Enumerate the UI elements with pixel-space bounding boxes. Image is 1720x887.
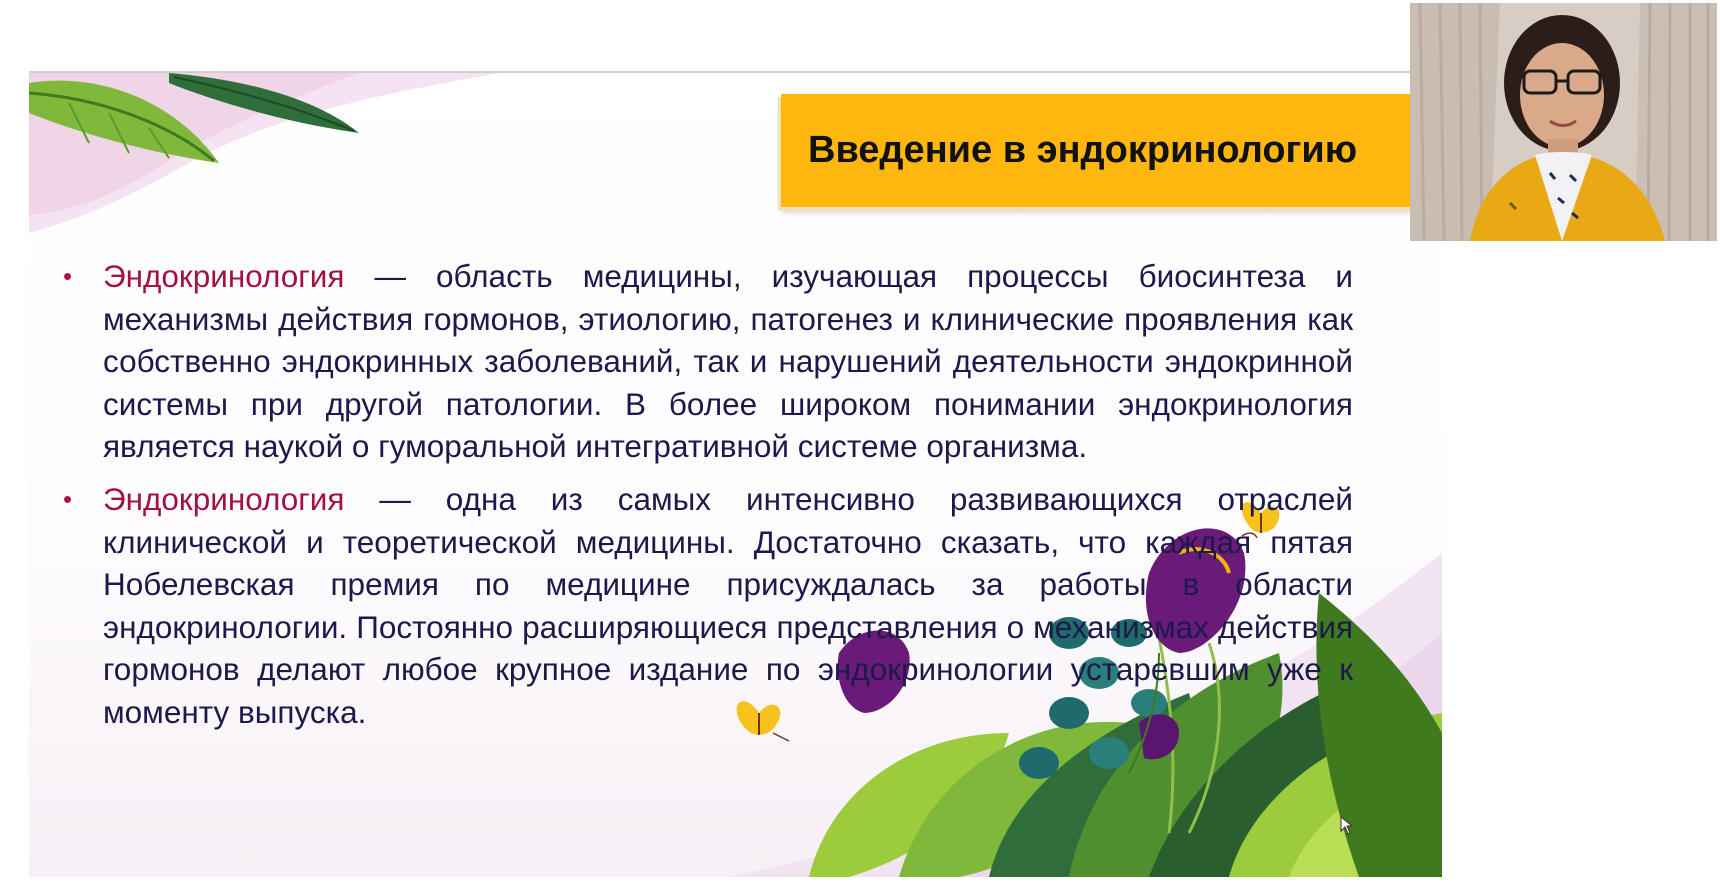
bullet-text: — одна из самых интенсивно развивающихся отраслей клинической и теоретической медицины. Достаточно сказать, что каждая пятая Нобелевская премия по медицине присуждалась за работы в области эндокринологии. Постоянно расширяющиеся представления о механизмах действия гормонов делают любое крупное издание по эндокринологии устаревшим уже к моменту выпуска. [103,480,1353,730]
bullet-term: Эндокринология [103,480,345,517]
bullet-text: — область медицины, изучающая процессы биосинтеза и механизмы действия гормонов, этиологию, патогенез и клинические проявления как собственно эндокринных заболеваний, так и нарушений деятельности эндокринной системы при другой патологии. В более широком понимании эндокринология является наукой о гуморальной интегративной системе организма. [103,258,1353,465]
slide-title: Введение в эндокринологию [808,129,1358,171]
presenter-video[interactable] [1410,3,1717,241]
bullet-item [63,255,1353,468]
presentation-slide [29,71,1442,877]
slide-body [63,255,1353,744]
bullet-dot-icon: • [63,261,73,291]
bullet-term: Эндокринология [103,258,345,294]
bullet-item [63,478,1353,734]
slide-title-box [781,94,1442,207]
presenter-video-icon [1410,3,1717,241]
bullet-dot-icon: • [63,483,73,514]
